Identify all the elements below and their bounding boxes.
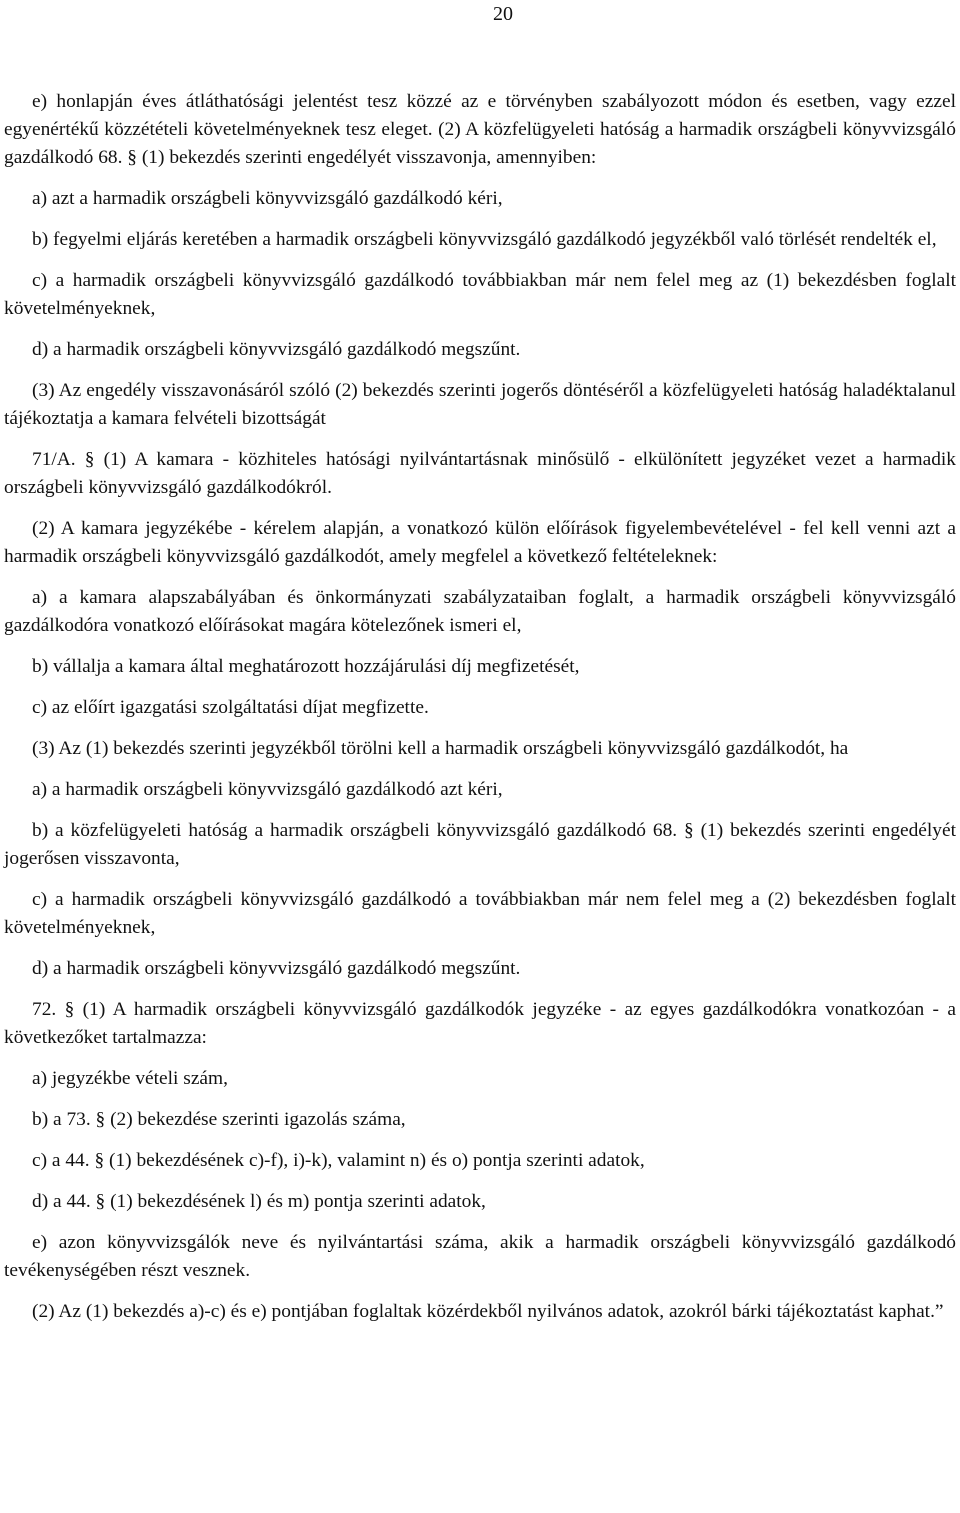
paragraph-list-item: a) a harmadik országbeli könyvvizsgáló gazdálkodó azt kéri,	[32, 779, 503, 800]
paragraph-list-item: a) jegyzékbe vételi szám,	[32, 1068, 228, 1089]
paragraph-list-item: d) a harmadik országbeli könyvvizsgáló gazdálkodó megszűnt.	[32, 339, 521, 360]
paragraph-honlap: e) honlapján éves átláthatósági jelentést tesz közzé az e törvényben szabályozott módon és esetben, vagy ezzel egyenértékű közzétételi követelményeknek tesz eleget. (2) A közfelügyeleti hatóság a harmadik országbeli könyvvizsgáló gazdálkodó 68. § (1) bekezdés szerinti engedélyét visszavonja, amennyiben:	[4, 91, 956, 168]
paragraph-71a-2: (2) A kamara jegyzékébe - kérelem alapján, a vonatkozó külön előírások figyelembevételével - fel kell venni azt a harmadik országbeli könyvvizsgáló gazdálkodót, amely megfelel a következő feltételeknek:	[4, 518, 956, 567]
paragraph-list-item: b) a közfelügyeleti hatóság a harmadik országbeli könyvvizsgáló gazdálkodó 68. § (1) bekezdés szerinti engedélyét jogerősen visszavonta,	[4, 820, 956, 869]
paragraph-list-item: a) a kamara alapszabályában és önkormányzati szabályzataiban foglalt, a harmadik országbeli könyvvizsgáló gazdálkodóra vonatkozó előírásokat magára kötelezőnek ismeri el,	[4, 587, 956, 636]
paragraph-71a-3: (3) Az (1) bekezdés szerinti jegyzékből törölni kell a harmadik országbeli könyvvizsgáló gazdálkodót, ha	[32, 738, 849, 759]
paragraph-list-item: c) a 44. § (1) bekezdésének c)-f), i)-k), valamint n) és o) pontja szerinti adatok,	[32, 1150, 645, 1171]
paragraph-71a: 71/A. § (1) A kamara - közhiteles hatósági nyilvántartásnak minősülő - elkülönített jegyzéket vezet a harmadik országbeli könyvvizsgáló gazdálkodókról.	[4, 449, 956, 498]
paragraph-list-item: d) a harmadik országbeli könyvvizsgáló gazdálkodó megszűnt.	[32, 958, 521, 979]
paragraph-list-item: c) a harmadik országbeli könyvvizsgáló gazdálkodó továbbiakban már nem felel meg az (1) bekezdésben foglalt követelményeknek,	[4, 270, 956, 319]
paragraph-section-3: (3) Az engedély visszavonásáról szóló (2) bekezdés szerinti jogerős döntéséről a közfelügyeleti hatóság haladéktalanul tájékoztatja a kamara felvételi bizottságát	[4, 380, 956, 429]
paragraph-list-item: c) a harmadik országbeli könyvvizsgáló gazdálkodó a továbbiakban már nem felel meg a (2) bekezdésben foglalt követelményeknek,	[4, 889, 956, 938]
paragraph-list-item: b) a 73. § (2) bekezdése szerinti igazolás száma,	[32, 1109, 406, 1130]
paragraph-list-item: c) az előírt igazgatási szolgáltatási díjat megfizette.	[32, 697, 429, 718]
paragraph-list-item: e) azon könyvvizsgálók neve és nyilvántartási száma, akik a harmadik országbeli könyvvizsgáló gazdálkodó tevékenységében részt vesznek.	[4, 1232, 956, 1281]
document-body	[4, 88, 956, 1326]
paragraph-list-item: d) a 44. § (1) bekezdésének l) és m) pontja szerinti adatok,	[32, 1191, 486, 1212]
paragraph-list-item: b) vállalja a kamara által meghatározott hozzájárulási díj megfizetését,	[32, 656, 580, 677]
paragraph-list-item: b) fegyelmi eljárás keretében a harmadik országbeli könyvvizsgáló gazdálkodó jegyzékből való törlését rendelték el,	[32, 229, 937, 250]
paragraph-72: 72. § (1) A harmadik országbeli könyvvizsgáló gazdálkodók jegyzéke - az egyes gazdálkodókra vonatkozóan - a következőket tartalmazza:	[4, 999, 956, 1048]
paragraph-list-item: a) azt a harmadik országbeli könyvvizsgáló gazdálkodó kéri,	[32, 188, 503, 209]
paragraph-72-2: (2) Az (1) bekezdés a)-c) és e) pontjában foglaltak közérdekből nyilvános adatok, azokról bárki tájékoztatást kaphat.”	[32, 1301, 944, 1322]
page-number: 20	[493, 3, 513, 25]
